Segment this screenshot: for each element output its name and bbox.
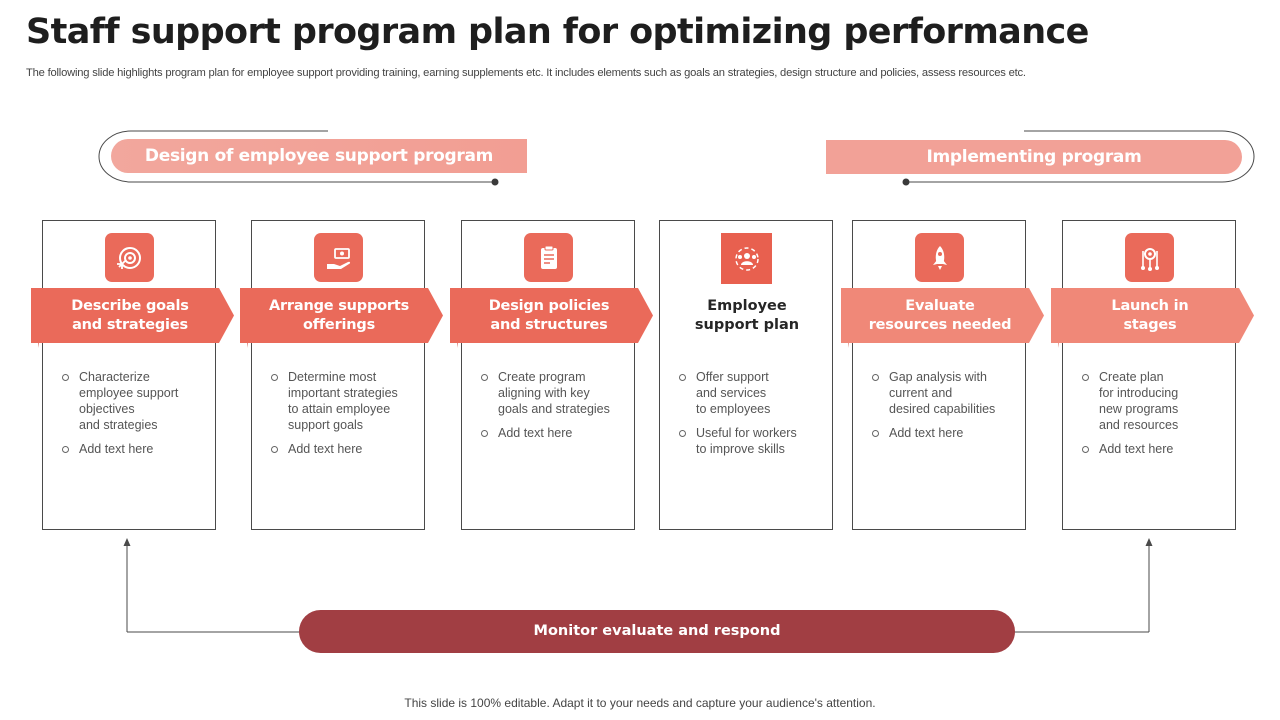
step-banner-2 [240, 288, 443, 343]
step-card-1 [42, 220, 216, 530]
rocket-icon [915, 233, 964, 282]
step-banner-3 [450, 288, 653, 343]
page-subtitle: The following slide highlights program plan for employee support providing training, earning supplements etc. It includes elements such as goals an strategies, design structure and policies, assess resources etc. [26, 67, 1026, 79]
page-title: Staff support program plan for optimizing performance [26, 12, 1089, 52]
hand-money-icon [314, 233, 363, 282]
bullet-item: Determine most important strategies to attain employee support goals [270, 369, 420, 433]
step-card-4 [659, 220, 833, 530]
step-banner-5 [841, 288, 1044, 343]
step-heading: Design policies and structures [488, 297, 610, 333]
step-card-6 [1062, 220, 1236, 530]
bullet-item: Offer support and services to employees [678, 369, 828, 417]
bullet-item: Add text here [480, 425, 630, 441]
team-icon [721, 233, 772, 284]
clipboard-icon [524, 233, 573, 282]
step-banner-1 [31, 288, 234, 343]
bullet-item: Create plan for introducing new programs and resources [1081, 369, 1231, 433]
phase-banner-design: Design of employee support program [111, 139, 527, 173]
step-heading-plain: Employee support plan [694, 297, 800, 333]
step-card-2 [251, 220, 425, 530]
target-icon [105, 233, 154, 282]
bullet-item: Add text here [1081, 441, 1231, 457]
bullet-item: Add text here [61, 441, 211, 457]
step-card-3 [461, 220, 635, 530]
step-heading: Launch in stages [1111, 297, 1189, 333]
monitor-banner: Monitor evaluate and respond [299, 610, 1015, 653]
step-heading: Evaluate resources needed [868, 297, 1012, 333]
step-card-5 [852, 220, 1026, 530]
bullet-item: Add text here [871, 425, 1021, 441]
step-heading: Describe goals and strategies [71, 297, 189, 333]
bullet-item: Gap analysis with current and desired capabilities [871, 369, 1021, 417]
step-heading: Arrange supports offerings [268, 297, 410, 333]
network-icon [1125, 233, 1174, 282]
bullet-item: Useful for workers to improve skills [678, 425, 828, 457]
bullet-item: Create program aligning with key goals and strategies [480, 369, 630, 417]
phase-banner-implementing: Implementing program [826, 140, 1242, 174]
bullet-item: Add text here [270, 441, 420, 457]
footer-note: This slide is 100% editable. Adapt it to your needs and capture your audience's attention. [404, 696, 876, 710]
step-banner-6 [1051, 288, 1254, 343]
bullet-item: Characterize employee support objectives and strategies [61, 369, 211, 433]
